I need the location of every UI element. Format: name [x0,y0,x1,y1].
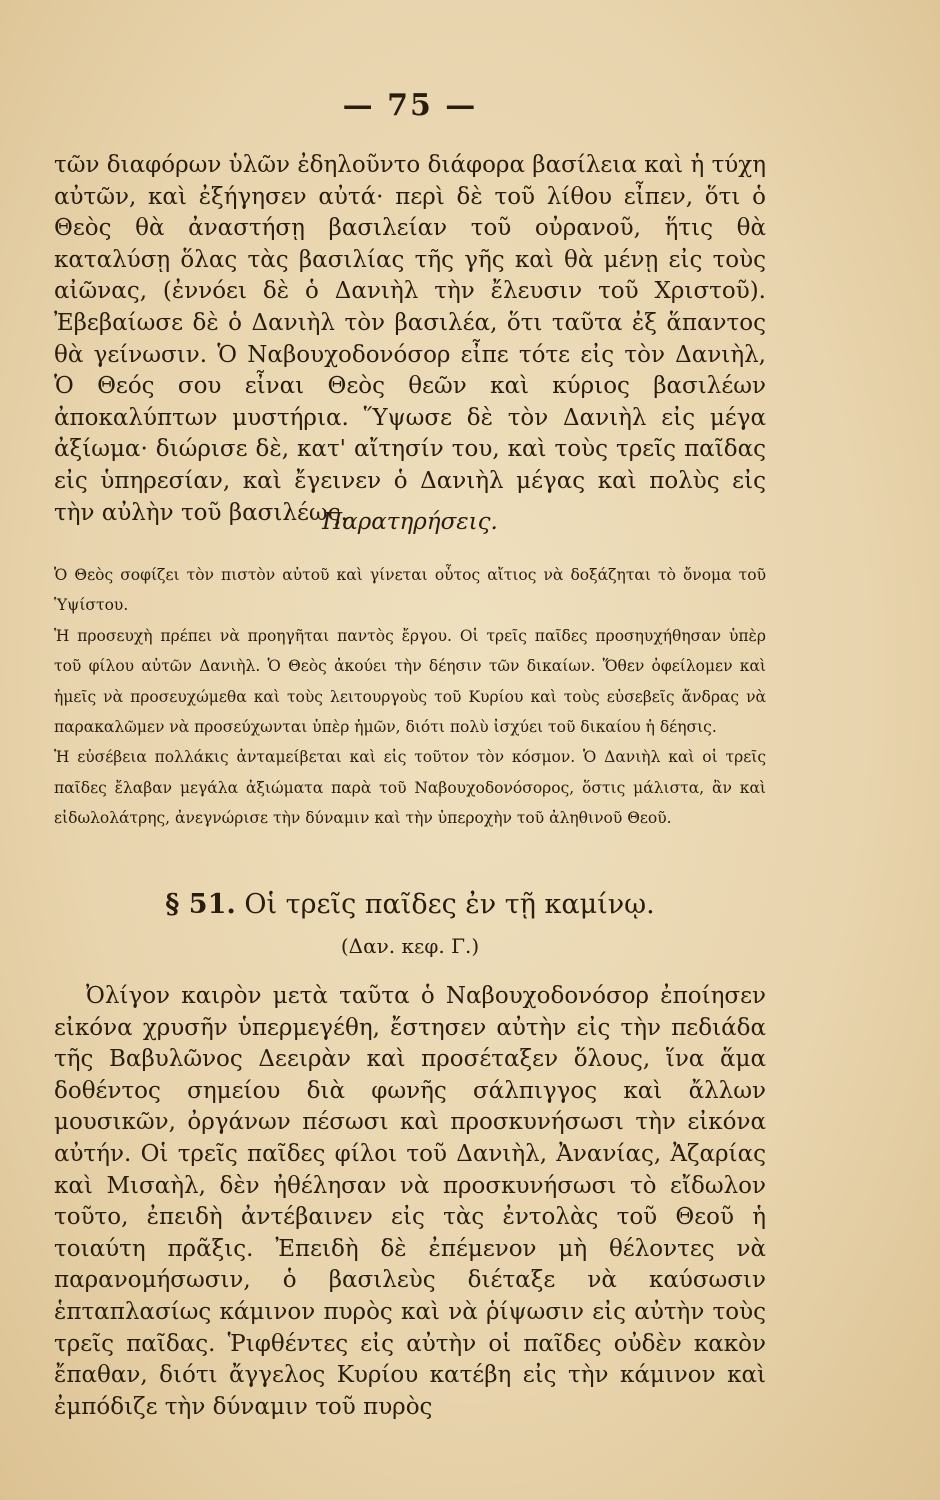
section-title: Οἱ τρεῖς παῖδες ἐν τῇ καμίνῳ. [244,889,655,920]
section-paragraph: Ὀλίγον καιρὸν μετὰ ταῦτα ὁ Ναβουχοδονόσορ ἐποίησεν εἰκόνα χρυσῆν ὑπερμεγέθη, ἔστησεν αὐτὴν εἰς τὴν πεδιάδα τῆς Βαβυλῶνος Δεειρὰν καὶ προσέταξεν ὅλους, ἵνα ἅμα δοθέντος σημείου διὰ φωνῆς σάλπιγγος καὶ ἄλλων μουσικῶν, ὀργάνων πέσωσι καὶ προσκυνήσωσι τὴν εἰκόνα αὐτήν. Οἱ τρεῖς παῖδες φίλοι τοῦ Δανιὴλ, Ἀνανίας, Ἀζαρίας καὶ Μισαὴλ, δὲν ἠθέλησαν νὰ προσκυνήσωσι τὸ εἴδωλον τοῦτο, ἐπειδὴ ἀντέβαινεν εἰς τὰς ἐντολὰς τοῦ Θεοῦ ἡ τοιαύτη πρᾶξις. Ἐπειδὴ δὲ ἐπέμενον μὴ θέλοντες νὰ παρανομήσωσιν, ὁ βασιλεὺς διέταξε νὰ καύσωσιν ἑπταπλασίως κάμινον πυρὸς καὶ νὰ ῥίψωσιν εἰς αὐτὴν τοὺς τρεῖς παῖδας. Ῥιφθέντες εἰς αὐτὴν οἱ παῖδες οὐδὲν κακὸν ἔπαθαν, διότι ἄγγελος Κυρίου κατέβη εἰς τὴν κάμινον καὶ ἐμπόδιζε τὴν δύναμιν τοῦ πυρὸς [54,983,766,1420]
paragraph-continuation: τῶν διαφόρων ὑλῶν ἐδηλοῦντο διάφορα βασίλεια καὶ ἡ τύχη αὐτῶν, καὶ ἐξήγησεν αὐτά· περὶ δὲ τοῦ λίθου εἶπεν, ὅτι ὁ Θεὸς θὰ ἀναστήσῃ βασιλείαν τοῦ οὐρανοῦ, ἥτις θὰ καταλύσῃ ὅλας τὰς βασιλίας τῆς γῆς καὶ θὰ μένῃ εἰς τοὺς αἰῶνας, (ἐννόει δὲ ὁ Δανιὴλ τὴν ἔλευσιν τοῦ Χριστοῦ). Ἐβεβαίωσε δὲ ὁ Δανιὴλ τὸν βασιλέα, ὅτι ταῦτα ἐξ ἅπαντος θὰ γείνωσιν. Ὁ Ναβουχοδονόσορ εἶπε τότε εἰς τὸν Δανιὴλ, Ὁ Θεός σου εἶναι Θεὸς θεῶν καὶ κύριος βασιλέων ἀποκαλύπτων μυστήρια. Ὕψωσε δὲ τὸν Δανιὴλ εἰς μέγα ἀξίωμα· διώρισε δὲ, κατ' αἴτησίν του, καὶ τοὺς τρεῖς παῖδας εἰς ὑπηρεσίαν, καὶ ἔγεινεν ὁ Δανιὴλ μέγας καὶ πολὺς εἰς τὴν αὐλὴν τοῦ βασιλέως. [54,152,766,526]
note-item: Ἡ εὐσέβεια πολλάκις ἀνταμείβεται καὶ εἰς τοῦτον τὸν κόσμον. Ὁ Δανιὴλ καὶ οἱ τρεῖς παῖδες ἔλαβαν μεγάλα ἀξιώματα παρὰ τοῦ Ναβουχοδονόσορος, ὅστις μάλιστα, ἂν καὶ εἰδωλολάτρης, ἀνεγνώρισε τὴν δύναμιν καὶ τὴν ὑπεροχὴν τοῦ ἀληθινοῦ Θεοῦ. [54,748,766,828]
section-heading [0,889,820,920]
notes-block [54,560,766,834]
note-item: Ἡ προσευχὴ πρέπει νὰ προηγῆται παντὸς ἔργου. Οἱ τρεῖς παῖδες προσηυχήθησαν ὑπὲρ τοῦ φίλου αὐτῶν Δανιὴλ. Ὁ Θεὸς ἀκούει τὴν δέησιν τῶν δικαίων. Ὅθεν ὀφείλομεν καὶ ἡμεῖς νὰ προσευχώμεθα καὶ τοὺς λειτουργοὺς τοῦ Κυρίου καὶ τοὺς εὐσεβεῖς ἄνδρας νὰ παρακαλῶμεν νὰ προσεύχωνται ὑπὲρ ἡμῶν, διότι πολὺ ἰσχύει τοῦ δικαίου ἡ δέησις. [54,626,766,737]
note-item: Ὁ Θεὸς σοφίζει τὸν πιστὸν αὐτοῦ καὶ γίνεται οὗτος αἴτιος νὰ δοξάζηται τὸ ὄνομα τοῦ Ὑψίστου. [54,566,766,615]
notes-heading: Παρατηρήσεις. [322,509,498,535]
section-reference: (Δαν. κεφ. Γ.) [340,934,480,958]
section-number: § 51. [165,889,236,920]
page-number: — 75 — [342,88,478,123]
